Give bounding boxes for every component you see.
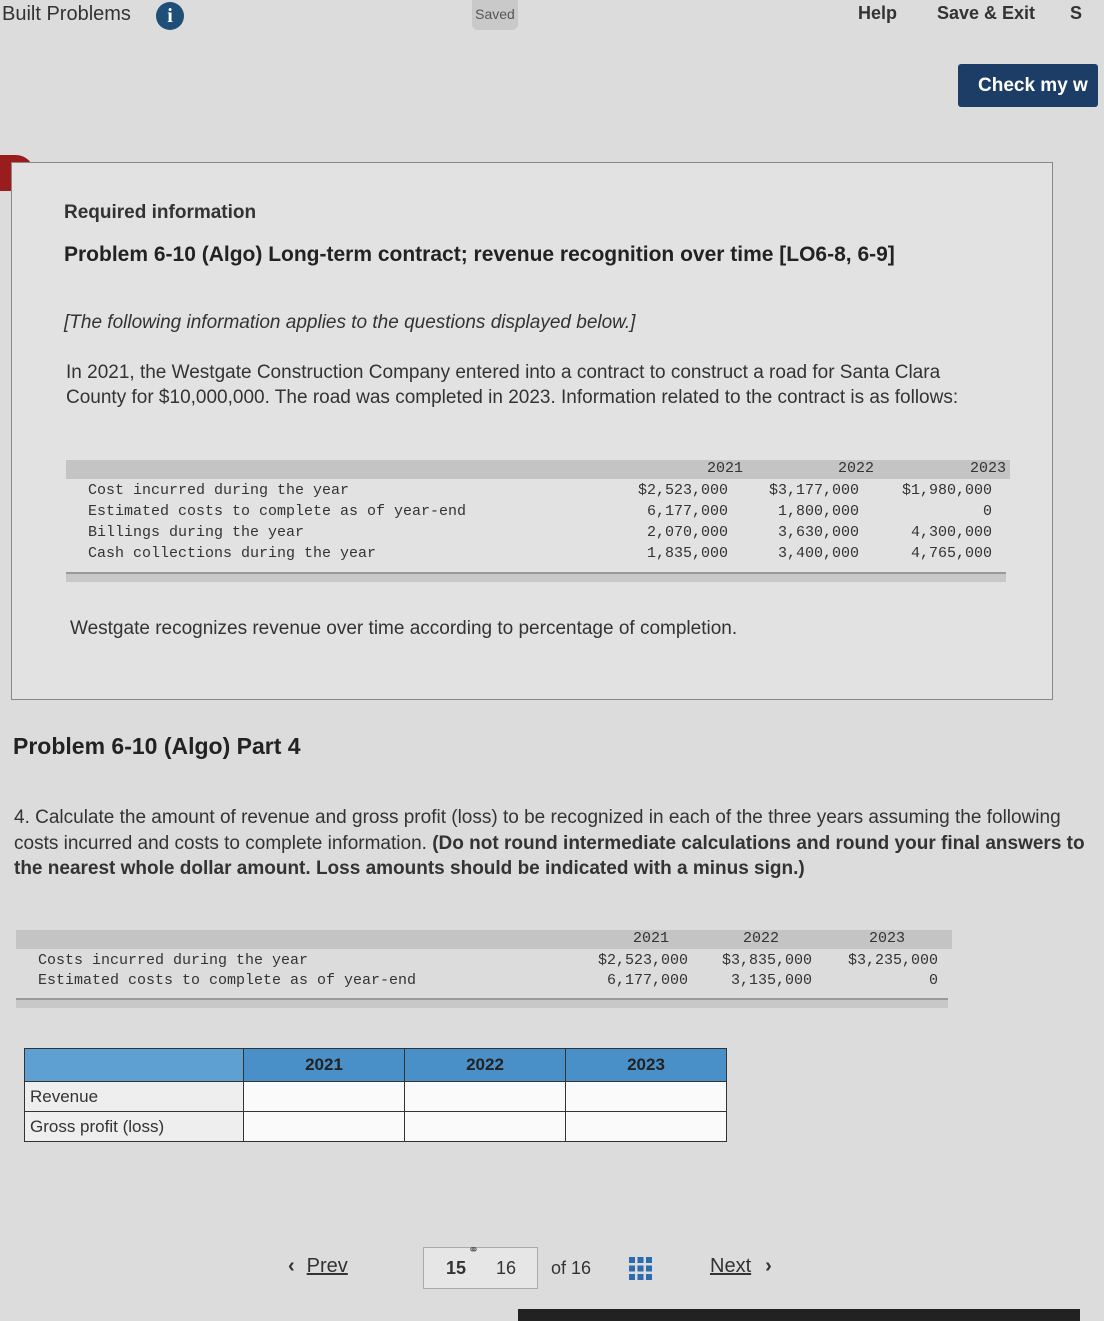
cell-value: 3,630,000 — [777, 524, 859, 541]
gross-profit-2021-input-cell[interactable] — [244, 1112, 405, 1142]
answer-header-row — [25, 1049, 727, 1082]
revenue-row — [25, 1082, 727, 1112]
table-bottom-rule — [66, 572, 1006, 582]
table-row — [66, 545, 1010, 566]
grid-icon[interactable] — [628, 1256, 653, 1281]
saved-status: Saved — [472, 0, 518, 30]
cell-value: 6,177,000 — [606, 972, 688, 989]
row-label: Cost incurred during the year — [88, 482, 350, 499]
part-title: Problem 6-10 (Algo) Part 4 — [13, 733, 301, 759]
next-button[interactable] — [710, 1255, 772, 1278]
prev-button[interactable] — [288, 1255, 348, 1278]
current-page[interactable]: 15 — [446, 1258, 467, 1278]
revenue-2022-input[interactable] — [405, 1084, 561, 1110]
table-header-band — [16, 930, 952, 949]
gross-profit-2022-input-cell[interactable] — [405, 1112, 566, 1142]
cell-value: 3,400,000 — [777, 545, 859, 562]
revenue-2023-input-cell[interactable] — [566, 1082, 727, 1112]
answer-table — [24, 1048, 727, 1142]
year-header: 2022 — [742, 930, 779, 947]
answer-year-header: 2022 — [405, 1049, 566, 1082]
part-costs-table — [16, 930, 952, 1010]
next-label: Next — [710, 1255, 752, 1277]
problem-title: Problem 6-10 (Algo) Long-term contract; revenue recognition over time [LO6-8, 6-9] — [64, 243, 895, 266]
row-label: Costs incurred during the year — [38, 952, 309, 969]
assignment-title: Built Problems — [2, 3, 131, 25]
chevron-left-icon: ‹ — [288, 1255, 295, 1277]
submit-button-partial[interactable]: S — [1070, 3, 1083, 23]
year-header: 2021 — [632, 930, 669, 947]
question-instruction: (Do not round intermediate calculations and round your final answers to the nearest whole dollar amount. Loss amounts should be indicated with a minus sign.) — [14, 832, 1085, 879]
table-row — [16, 952, 952, 973]
cell-value: 6,177,000 — [646, 503, 728, 520]
gross-profit-2022-input[interactable] — [405, 1114, 561, 1140]
answer-header-blank — [25, 1049, 244, 1082]
gross-profit-label: Gross profit (loss) — [25, 1112, 244, 1142]
table-row — [16, 972, 952, 993]
cell-value: 4,300,000 — [910, 524, 992, 541]
answer-year-header: 2023 — [566, 1049, 727, 1082]
following-note: [The following information applies to the questions displayed below.] — [64, 312, 636, 333]
page-16[interactable]: 16 — [496, 1258, 517, 1278]
revenue-2021-input-cell[interactable] — [244, 1082, 405, 1112]
cell-value: $2,523,000 — [597, 952, 688, 969]
cell-value: 0 — [982, 503, 992, 520]
page-count: of 16 — [551, 1258, 592, 1278]
top-bar — [0, 0, 1083, 30]
page-selector[interactable] — [423, 1247, 538, 1289]
table-row — [66, 482, 1010, 503]
year-header: 2023 — [969, 460, 1006, 477]
revenue-label: Revenue — [25, 1082, 244, 1112]
cell-value: 3,135,000 — [730, 972, 812, 989]
gross-profit-2021-input[interactable] — [244, 1114, 400, 1140]
cell-value: 1,835,000 — [646, 545, 728, 562]
table-row — [66, 503, 1010, 524]
link-icon: ⚭ — [468, 1242, 479, 1257]
gross-profit-2023-input[interactable] — [566, 1114, 722, 1140]
help-button[interactable]: Help — [858, 3, 898, 23]
cell-value: 1,800,000 — [777, 503, 859, 520]
row-label: Cash collections during the year — [88, 545, 377, 562]
chevron-right-icon: › — [765, 1255, 772, 1277]
row-label: Estimated costs to complete as of year-end — [38, 972, 417, 989]
required-info-label: Required information — [64, 202, 257, 223]
cell-value: $3,835,000 — [721, 952, 812, 969]
year-header: 2022 — [837, 460, 874, 477]
year-header: 2021 — [706, 460, 743, 477]
contract-info-table — [66, 460, 1010, 582]
save-exit-button[interactable]: Save & Exit — [937, 3, 1036, 23]
prev-label: Prev — [306, 1255, 348, 1277]
cell-value: $3,177,000 — [768, 482, 859, 499]
table-bottom-rule — [16, 998, 948, 1008]
gross-profit-row — [25, 1112, 727, 1142]
cell-value: $1,980,000 — [901, 482, 992, 499]
answer-year-header: 2021 — [244, 1049, 405, 1082]
question-body: 4. Calculate the amount of revenue and gross profit (loss) to be recognized in each of the three years assuming the following costs incurred and costs to complete information. — [14, 807, 1061, 854]
gross-profit-2023-input-cell[interactable] — [566, 1112, 727, 1142]
cell-value: $2,523,000 — [637, 482, 728, 499]
row-label: Billings during the year — [88, 524, 305, 541]
year-header: 2023 — [868, 930, 905, 947]
cell-value: 4,765,000 — [910, 545, 992, 562]
bottom-bar — [518, 1309, 1080, 1321]
cell-value: 2,070,000 — [646, 524, 728, 541]
row-label: Estimated costs to complete as of year-end — [88, 503, 467, 520]
info-icon[interactable]: i — [156, 2, 184, 30]
revenue-2021-input[interactable] — [244, 1084, 400, 1110]
problem-paragraph: In 2021, the Westgate Construction Company entered into a contract to construct a road for Santa Clara County for $10,000,000. The road was completed in 2023. Information related to the contract is as follows: — [66, 362, 959, 408]
question-text — [14, 805, 1104, 882]
recognition-note: Westgate recognizes revenue over time according to percentage of completion. — [70, 618, 738, 639]
cell-value: 0 — [928, 972, 938, 989]
cell-value: $3,235,000 — [847, 952, 938, 969]
revenue-2022-input-cell[interactable] — [405, 1082, 566, 1112]
check-my-work-button[interactable]: Check my w — [958, 64, 1098, 107]
revenue-2023-input[interactable] — [566, 1084, 722, 1110]
table-row — [66, 524, 1010, 545]
